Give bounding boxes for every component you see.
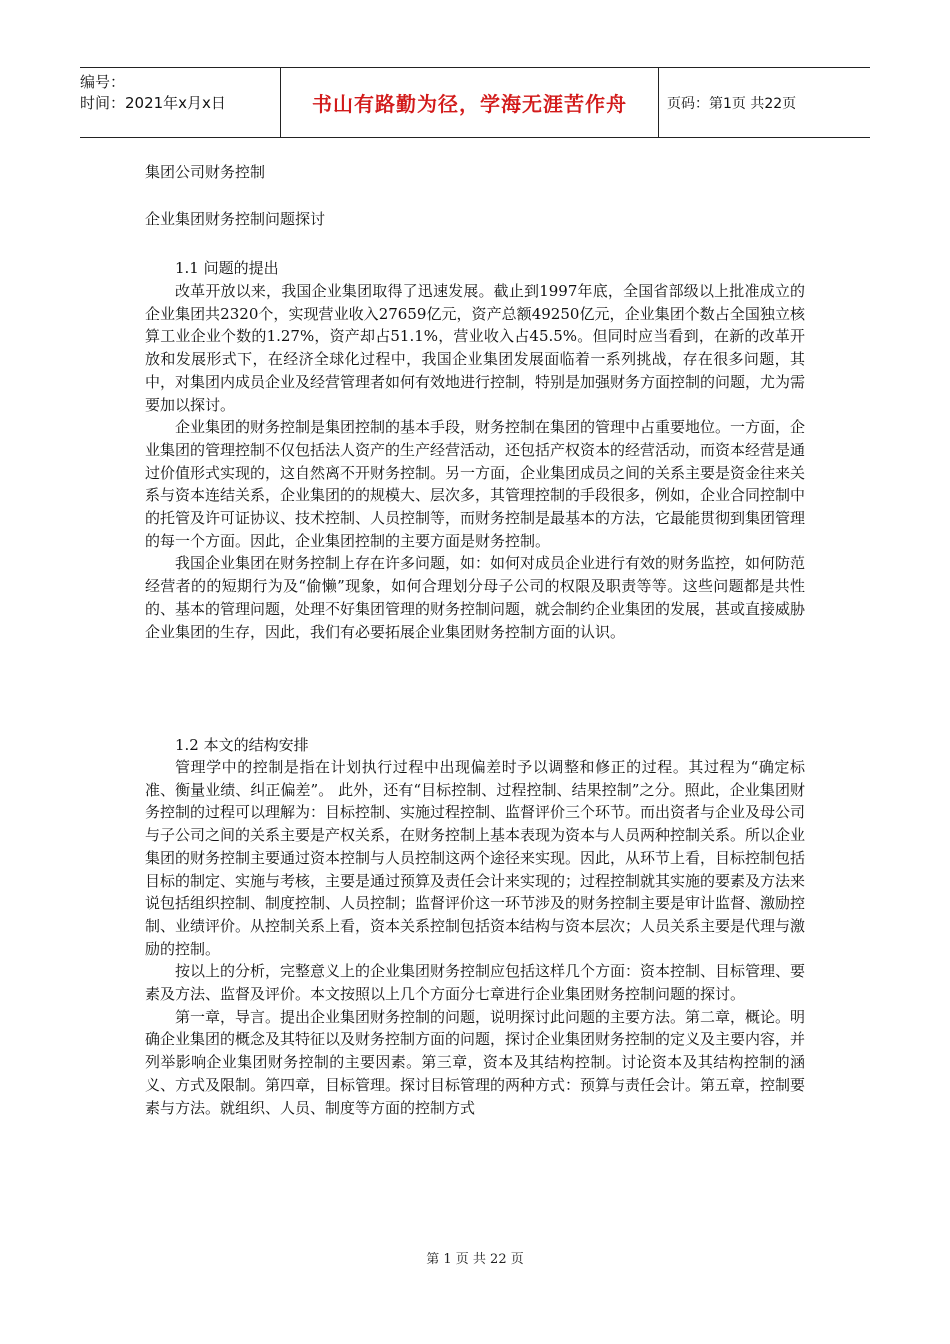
document-number-label: 编号： bbox=[80, 73, 126, 91]
paragraph: 企业集团的财务控制是集团控制的基本手段，财务控制在集团的管理中占重要地位。一方面，企业集团的管理控制不仅包括法人资产的生产经营活动，还包括产权资本的经营活动，而资本经营是通过价值形式实现的，这自然离不开财务控制。另一方面，企业集团成员之间的关系主要是资金往来关系与资本连结关系，企业集团的的规模大、层次多，其管理控制的手段很多，例如，企业合同控制中的托管及许可证协议、技术控制、人员控制等，而财务控制是最基本的方法，它最能贯彻到集团管理的每一个方面。因此，企业集团控制的主要方面是财务控制。 bbox=[145, 418, 806, 550]
paragraph: 改革开放以来，我国企业集团取得了迅速发展。截止到1997年底，全国省部级以上批准成立的企业集团共2320个，实现营业收入27659亿元，资产总额49250亿元，企业集团个数占全国独立核算工业企业个数的1.27%，资产却占51.1%，营业收入占45.5%。但同时应当看到，在新的改革开放和发展形式下，在经济全球化过程中，我国企业集团发展面临着一系列挑战，存在很多问题，其中，对集团内成员企业及经营管理者如何有效地进行控制，特别是加强财务方面控制的问题，尤为需要加以探讨。 bbox=[145, 282, 806, 414]
paragraph: 第一章，导言。提出企业集团财务控制的问题，说明探讨此问题的主要方法。第二章，概论。明确企业集团的概念及其特征以及财务控制方面的问题，探讨企业集团财务控制的定义及主要内容，并列举影响企业集团财务控制的主要因素。第三章，资本及其结构控制。讨论资本及其结构控制的涵义、方式及限制。第四章，目标管理。探讨目标管理的两种方式：预算与责任会计。第五章，控制要素与方法。就组织、人员、制度等方面的控制方式 bbox=[145, 1007, 806, 1117]
page-footer: 第 1 页 共 22 页 bbox=[426, 1252, 524, 1267]
document-date-label: 时间：2021年x月x日 bbox=[80, 94, 226, 112]
header-page-info: 页码：第1页 共22页 bbox=[667, 95, 797, 112]
paragraph: 管理学中的控制是指在计划执行过程中出现偏差时予以调整和修正的过程。其过程为“确定标准、衡量业绩、纠正偏差”。 此外，还有“目标控制、过程控制、结果控制”之分。照此，企业集团财务控制的过程可以理解为：目标控制、实施过程控制、监督评价三个环节。而出资者与企业及母公司与子公司之间的关系主要是产权关系，在财务控制上基本表现为资本与人员两种控制关系。所以企业集团的财务控制主要通过资本控制与人员控制这两个途径来实现。因此，从环节上看，目标控制包括目标的制定、实施与考核，主要是通过预算及责任会计来实现的；过程控制就其实施的要素及方法来说包括组织控制、制度控制、人员控制；监督评价这一环节涉及的财务控制主要是审计监督、激励控制、业绩评价。从控制关系上看，资本关系控制包括资本结构与资本层次；人员关系主要是代理与激励的控制。 bbox=[145, 758, 806, 958]
section-heading-1-2: 1.2 本文的结构安排 bbox=[175, 736, 309, 754]
paragraph: 我国企业集团在财务控制上存在许多问题，如：如何对成员企业进行有效的财务监控，如何防范经营者的的短期行为及“偷懒”现象，如何合理划分母子公司的权限及职责等等。这些问题都是共性的、基本的管理问题，处理不好集团管理的财务控制问题，就会制约企业集团的发展，甚或直接威胁企业集团的生存，因此，我们有必要拓展企业集团财务控制方面的认识。 bbox=[145, 554, 806, 641]
section-1-2-body bbox=[145, 756, 805, 1119]
document-subtitle: 企业集团财务控制问题探讨 bbox=[145, 210, 326, 228]
paragraph: 按以上的分析，完整意义上的企业集团财务控制应包括这样几个方面：资本控制、目标管理、要素及方法、监督及评价。本文按照以上几个方面分七章进行企业集团财务控制问题的探讨。 bbox=[145, 962, 806, 1004]
header-slogan: 书山有路勤为径，学海无涯苦作舟 bbox=[280, 68, 659, 137]
document-title: 集团公司财务控制 bbox=[145, 163, 266, 181]
section-heading-1-1: 1.1 问题的提出 bbox=[175, 259, 279, 277]
page-header bbox=[80, 67, 870, 138]
header-left-cell bbox=[80, 68, 280, 137]
section-1-1-body bbox=[145, 280, 805, 643]
